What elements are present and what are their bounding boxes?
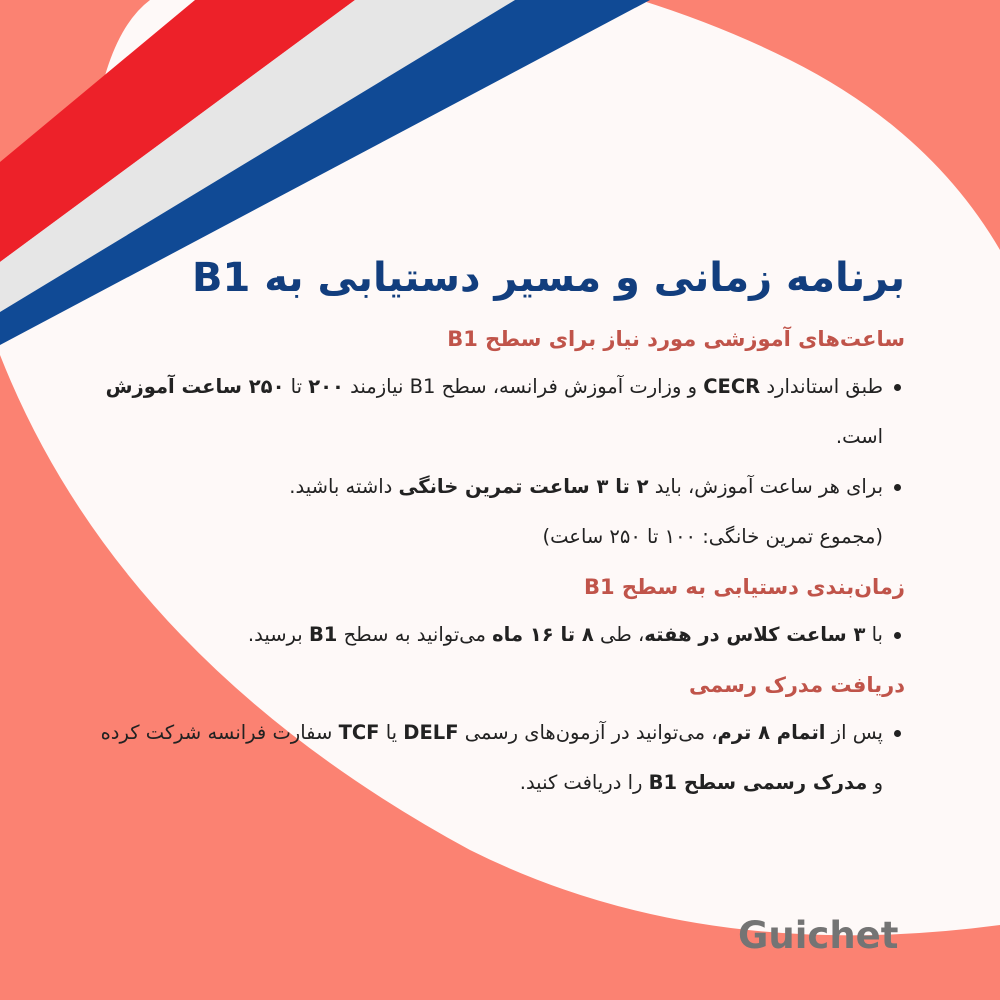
bold-text: ۸ تا ۱۶ ماه (492, 623, 594, 646)
homework-total-note: (مجموع تمرین خانگی: ۱۰۰ تا ۲۵۰ ساعت) (542, 525, 883, 548)
list-item (100, 362, 905, 462)
bold-text: اتمام ۸ ترم (717, 721, 826, 744)
certificate-list (100, 708, 905, 808)
bold-text: مدرک رسمی سطح B1 (648, 771, 868, 794)
page-title: برنامه زمانی و مسیر دستیابی به B1 (192, 255, 905, 301)
brand-logo: Guichet (738, 914, 899, 957)
bold-text: TCF (338, 721, 380, 744)
text: را دریافت کنید. (519, 771, 649, 794)
list-item (100, 708, 905, 808)
schedule-list (100, 610, 905, 660)
text: می‌توانید به سطح (337, 623, 493, 646)
bold-text: ۲ تا ۳ ساعت تمرین خانگی (398, 475, 649, 498)
bold-text: ۲۰۰ (308, 375, 344, 398)
section-heading-hours: ساعت‌های آموزشی مورد نیاز برای سطح B1 (447, 327, 905, 351)
text: پس از (825, 721, 883, 744)
text: و وزارت آموزش فرانسه، سطح B1 نیازمند (343, 375, 704, 398)
bold-text: ۲۵۰ ساعت آموزش (105, 375, 285, 398)
bold-text: CECR (703, 375, 761, 398)
bold-text: ۳ ساعت کلاس در هفته (644, 623, 866, 646)
text: برسید. (247, 623, 309, 646)
list-item (100, 462, 905, 512)
main-content (100, 250, 905, 818)
text: یا (379, 721, 404, 744)
text: ، طی (593, 623, 645, 646)
list-item (100, 610, 905, 660)
section-heading-schedule: زمان‌بندی دستیابی به سطح B1 (583, 575, 905, 599)
text: طبق استاندارد (760, 375, 883, 398)
text: داشته باشید. (289, 475, 399, 498)
text: با (865, 623, 883, 646)
bold-text: B1 (308, 623, 338, 646)
text: سفارت فرانسه شرکت کرده و (100, 721, 883, 794)
hours-list (100, 362, 905, 562)
text: است. (835, 425, 883, 448)
bold-text: DELF (403, 721, 459, 744)
text: تا (284, 375, 309, 398)
text: برای هر ساعت آموزش، باید (648, 475, 883, 498)
section-heading-certificate: دریافت مدرک رسمی (688, 673, 905, 697)
text: ، می‌توانید در آزمون‌های رسمی (458, 721, 718, 744)
